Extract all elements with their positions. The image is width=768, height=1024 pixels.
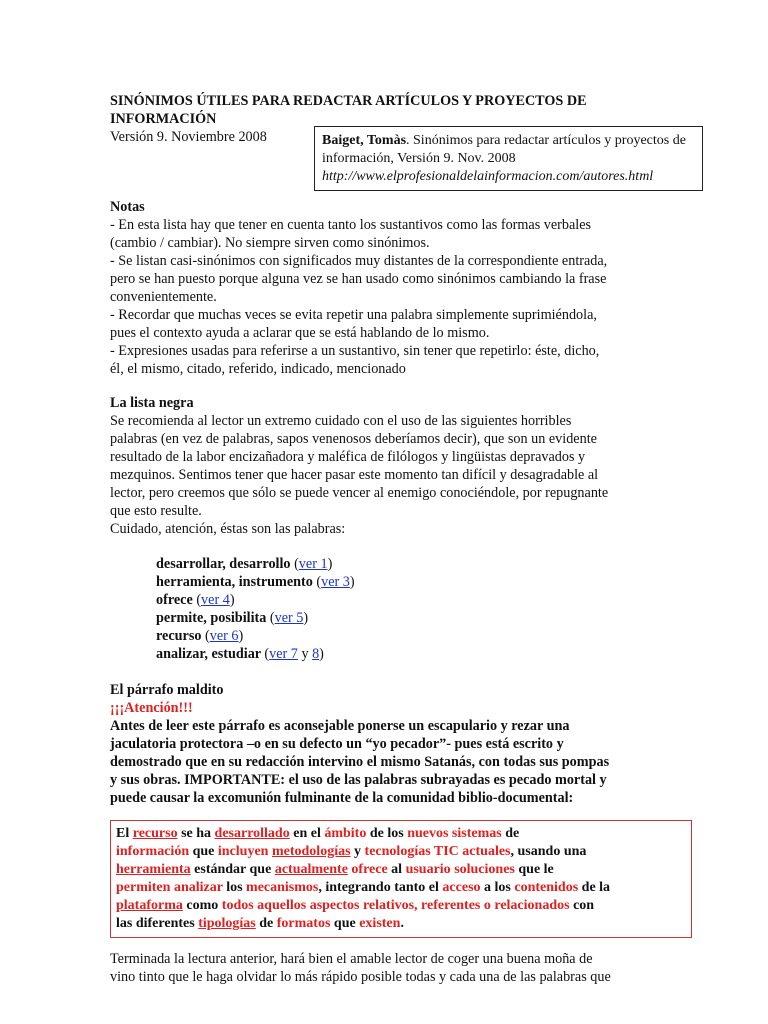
notas-line: convenientemente.	[110, 289, 217, 305]
word-term: ofrece	[156, 592, 193, 608]
word-item: analizar, estudiar (ver 7 y 8)	[156, 646, 324, 662]
notas-line: (cambio / cambiar). No siempre sirven como sinónimos.	[110, 235, 430, 251]
maldito-line: permiten analizar los mecanismos, integrando tanto el acceso a los contenidos de la	[116, 880, 611, 895]
word-link[interactable]: ver 1	[298, 556, 328, 572]
maldito-line: las diferentes tipologías de formatos que existen.	[116, 916, 404, 931]
notas-heading: Notas	[110, 199, 145, 215]
word-item: ofrece (ver 4)	[156, 592, 235, 608]
lista-line: Cuidado, atención, éstas son las palabras:	[110, 521, 346, 537]
parrafo-line: jaculatoria protectora –o en su defecto un “yo pecador”- pues está escrito y	[110, 736, 564, 752]
maldito-line: información que incluyen metodologías y tecnologías TIC actuales, usando una	[116, 844, 587, 859]
word-link[interactable]: ver 3	[321, 574, 350, 590]
word-link[interactable]: ver 5	[274, 610, 304, 626]
notas-line: pero se han puesto porque alguna vez se han usado como sinónimos cambiando la frase	[110, 271, 607, 287]
atencion-label: ¡¡¡Atención!!!	[110, 700, 193, 716]
word-list	[156, 555, 355, 663]
word-term: analizar, estudiar	[156, 646, 261, 662]
version-line: Versión 9. Noviembre 2008	[110, 129, 267, 145]
lista-line: mezquinos. Sentimos tener que hacer pasar este momento tan difícil y desagradable al	[110, 467, 599, 483]
citation-author: Baiget, Tomàs	[322, 133, 407, 148]
lista-line: palabras (en vez de palabras, sapos venenosos deberíamos decir), que son un evidente	[110, 431, 597, 447]
word-link[interactable]: ver 4	[201, 592, 230, 608]
word-item: desarrollar, desarrollo (ver 1)	[156, 556, 333, 572]
word-link[interactable]: ver 7	[269, 646, 298, 662]
notas-line: pues el contexto ayuda a aclarar que se está hablando de lo mismo.	[110, 325, 490, 341]
maldito-line: El recurso se ha desarrollado en el ámbito de los nuevos sistemas de	[116, 826, 520, 841]
parrafo-line: y sus obras. IMPORTANTE: el uso de las palabras subrayadas es pecado mortal y	[110, 772, 607, 788]
word-term: desarrollar, desarrollo	[156, 556, 291, 572]
parrafo-section	[110, 681, 670, 807]
word-item: recurso (ver 6)	[156, 628, 244, 644]
lista-negra-heading: La lista negra	[110, 395, 194, 411]
lista-line: que esto resulte.	[110, 503, 202, 519]
lista-line: Se recomienda al lector un extremo cuidado con el uso de las siguientes horribles	[110, 413, 572, 429]
closing-section	[110, 950, 670, 986]
word-item: herramienta, instrumento (ver 3)	[156, 574, 355, 590]
word-term: herramienta, instrumento	[156, 574, 313, 590]
lista-line: lector, pero creemos que sólo se puede vencer al enemigo conociéndole, por repugnante	[110, 485, 609, 501]
notas-line: - Recordar que muchas veces se evita repetir una palabra simplemente suprimiéndola,	[110, 307, 597, 323]
word-and: y	[301, 646, 309, 662]
citation-url[interactable]: http://www.elprofesionaldelainformacion.com/autores.html	[322, 169, 654, 184]
word-link[interactable]: ver 6	[209, 628, 239, 644]
word-link[interactable]: 8	[312, 646, 320, 662]
maldito-line: herramienta estándar que actualmente ofrece al usuario soluciones que le	[116, 862, 554, 877]
lista-line: resultado de la labor encizañadora y maléfica de filólogos y lingüistas depravados y	[110, 449, 586, 465]
lista-negra-section	[110, 394, 670, 538]
notas-line: - Se listan casi-sinónimos con significados muy distantes de la correspondiente entrada,	[110, 253, 608, 269]
word-term: permite, posibilita	[156, 610, 267, 626]
parrafo-line: demostrado que en su redacción intervino el mismo Satanás, con todas sus pompas	[110, 754, 610, 770]
maldito-line: plataforma como todos aquellos aspectos relativos, referentes o relacionados con	[116, 898, 595, 913]
citation-text: . Sinónimos para redactar artículos y proyectos de información, Versión 9. Nov. 2008	[322, 133, 686, 166]
word-item: permite, posibilita (ver 5)	[156, 610, 309, 626]
notas-line: - En esta lista hay que tener en cuenta tanto los sustantivos como las formas verbales	[110, 217, 592, 233]
word-term: recurso	[156, 628, 202, 644]
closing-line: Terminada la lectura anterior, hará bien el amable lector de coger una buena moña de	[110, 951, 593, 967]
closing-line: vino tinto que le haga olvidar lo más rápido posible todas y cada una de las palabras que	[110, 969, 611, 985]
document-title: SINÓNIMOS ÚTILES PARA REDACTAR ARTÍCULOS Y PROYECTOS DE INFORMACIÓN	[110, 93, 587, 127]
citation-box	[314, 126, 703, 191]
notas-line: - Expresiones usadas para referirse a un sustantivo, sin tener que repetirlo: éste, dicho,	[110, 343, 600, 359]
parrafo-maldito-box	[110, 820, 692, 938]
parrafo-line: Antes de leer este párrafo es aconsejable ponerse un escapulario y rezar una	[110, 718, 570, 734]
notas-section	[110, 198, 670, 378]
notas-line: él, el mismo, citado, referido, indicado, mencionado	[110, 361, 406, 377]
parrafo-heading: El párrafo maldito	[110, 682, 224, 698]
document-page	[110, 92, 686, 985]
parrafo-line: puede causar la excomunión fulminante de la comunidad biblio-documental:	[110, 790, 574, 806]
